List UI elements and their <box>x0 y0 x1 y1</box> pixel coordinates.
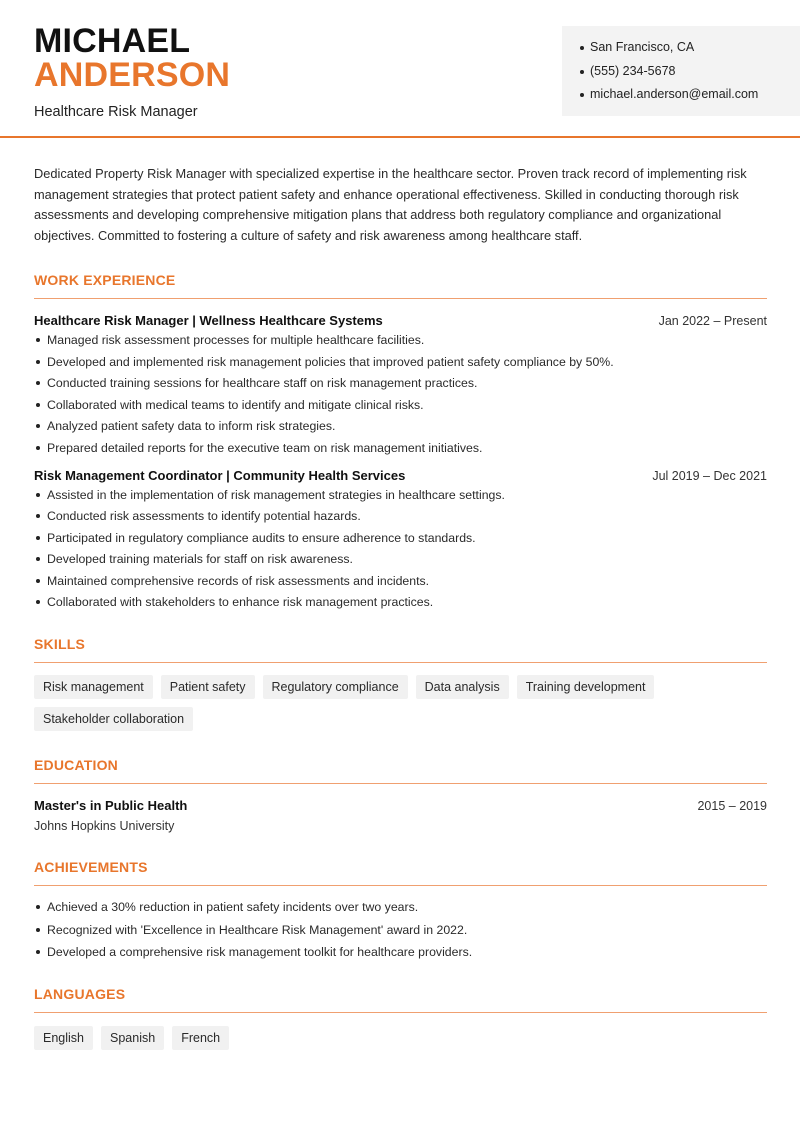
resume-body <box>34 164 767 1050</box>
achievements-section <box>34 859 767 959</box>
section-divider <box>34 298 767 299</box>
list-item: Recognized with 'Excellence in Healthcare Risk Management' award in 2022. <box>34 923 767 937</box>
list-item: Conducted training sessions for healthcare staff on risk management practices. <box>34 376 767 390</box>
job-bullets <box>34 488 767 610</box>
skill-chip: Risk management <box>34 675 153 699</box>
job-title: Healthcare Risk Manager <box>34 104 198 120</box>
contact-location: San Francisco, CA <box>580 40 800 64</box>
skill-chip: Regulatory compliance <box>263 675 408 699</box>
job-role: Healthcare Risk Manager | Wellness Healthcare Systems <box>34 313 383 329</box>
education-school: Johns Hopkins University <box>34 819 175 834</box>
education-entry <box>34 798 767 833</box>
education-degree: Master's in Public Health <box>34 798 188 814</box>
skill-chip: Data analysis <box>416 675 509 699</box>
section-divider <box>34 885 767 886</box>
list-item: Participated in regulatory compliance audits to ensure adherence to standards. <box>34 531 767 545</box>
education-dates: 2015 – 2019 <box>697 799 767 814</box>
contact-phone: (555) 234-5678 <box>580 64 800 88</box>
education-section <box>34 757 767 833</box>
job-entry <box>34 468 767 610</box>
language-chips <box>34 1026 767 1050</box>
list-item: Assisted in the implementation of risk management strategies in healthcare settings. <box>34 488 767 502</box>
list-item: Managed risk assessment processes for multiple healthcare facilities. <box>34 333 767 347</box>
skill-chip: Stakeholder collaboration <box>34 707 193 731</box>
list-item: Prepared detailed reports for the executive team on risk management initiatives. <box>34 441 767 455</box>
list-item: Developed a comprehensive risk management toolkit for healthcare providers. <box>34 945 767 959</box>
contact-box <box>562 26 800 116</box>
list-item: Conducted risk assessments to identify potential hazards. <box>34 509 767 523</box>
skills-chips <box>34 675 767 731</box>
language-chip: French <box>172 1026 229 1050</box>
list-item: Maintained comprehensive records of risk assessments and incidents. <box>34 574 767 588</box>
section-title-skills: SKILLS <box>34 636 85 653</box>
name-block <box>34 24 230 120</box>
list-item: Collaborated with stakeholders to enhance risk management practices. <box>34 595 767 609</box>
list-item: Developed training materials for staff on risk awareness. <box>34 552 767 566</box>
section-divider <box>34 1012 767 1013</box>
section-title-education: EDUCATION <box>34 757 118 774</box>
list-item: Developed and implemented risk management policies that improved patient safety compliance by 50%. <box>34 355 767 369</box>
section-title-achievements: ACHIEVEMENTS <box>34 859 148 876</box>
job-dates: Jan 2022 – Present <box>658 314 767 329</box>
list-item: Collaborated with medical teams to identify and mitigate clinical risks. <box>34 398 767 412</box>
skills-section <box>34 636 767 731</box>
summary: Dedicated Property Risk Manager with specialized expertise in the healthcare sector. Proven track record of implementing risk management strategies that protect patient safety and enhance operational effectiveness. Skilled in conducting thorough risk assessments and developing comprehensive mitigation plans that address both regulatory compliance and organizational objectives. Committed to fostering a culture of safety and risk awareness among healthcare staff. <box>34 166 747 243</box>
resume-header <box>0 0 800 138</box>
job-bullets <box>34 333 767 455</box>
skill-chip: Training development <box>517 675 655 699</box>
skill-chip: Patient safety <box>161 675 255 699</box>
job-role: Risk Management Coordinator | Community Health Services <box>34 467 406 483</box>
list-item: Analyzed patient safety data to inform risk strategies. <box>34 419 767 433</box>
work-section <box>34 272 767 609</box>
language-chip: English <box>34 1026 93 1050</box>
section-divider <box>34 783 767 784</box>
language-chip: Spanish <box>101 1026 164 1050</box>
first-name: MICHAEL <box>34 22 191 60</box>
job-dates: Jul 2019 – Dec 2021 <box>652 468 767 483</box>
section-title-languages: LANGUAGES <box>34 986 126 1003</box>
section-divider <box>34 662 767 663</box>
achievement-bullets <box>34 900 767 959</box>
languages-section <box>34 986 767 1050</box>
list-item: Achieved a 30% reduction in patient safety incidents over two years. <box>34 900 767 914</box>
last-name: ANDERSON <box>34 56 231 94</box>
section-title-work: WORK EXPERIENCE <box>34 272 176 289</box>
job-entry <box>34 313 767 455</box>
contact-email[interactable]: michael.anderson@email.com <box>580 87 800 111</box>
